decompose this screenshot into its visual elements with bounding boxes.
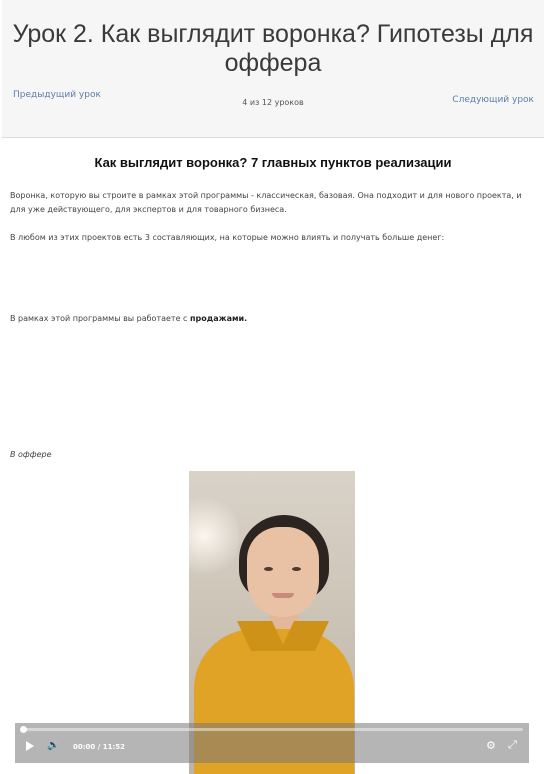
volume-icon[interactable]: 🔊 bbox=[47, 740, 60, 751]
video-person-eye-right bbox=[292, 567, 301, 571]
paragraph-components: В любом из этих проектов есть 3 составляющих, на которые можно влиять и получать больше денег: bbox=[10, 233, 445, 242]
video-person-eye-left bbox=[264, 567, 273, 571]
gear-icon[interactable]: ⚙ bbox=[486, 739, 496, 752]
video-progress-knob[interactable] bbox=[20, 726, 27, 733]
video-person-face bbox=[247, 527, 319, 617]
next-lesson-link[interactable]: Следующий урок bbox=[452, 95, 534, 105]
video-light-glow bbox=[189, 491, 239, 581]
paragraph-sales-text: В рамках этой программы вы работаете с bbox=[10, 314, 190, 323]
paragraph-sales-bold: продажами. bbox=[190, 314, 248, 323]
lesson-title: Урок 2. Как выглядит воронка? Гипотезы для оффера bbox=[12, 20, 534, 77]
lesson-header bbox=[2, 0, 544, 138]
video-person-mouth bbox=[272, 593, 294, 598]
previous-lesson-link[interactable]: Предыдущий урок bbox=[13, 90, 101, 100]
paragraph-offer: В оффере bbox=[10, 450, 52, 459]
video-progress-bar[interactable] bbox=[21, 728, 523, 731]
paragraph-sales bbox=[10, 312, 530, 326]
play-icon[interactable] bbox=[26, 741, 34, 751]
paragraph-funnel-intro: Воронка, которую вы строите в рамках этой программы - классическая, базовая. Она подходит и для нового проекта, и для уже действующего, для экспертов и для товарного бизнеса. bbox=[10, 191, 522, 214]
section-heading: Как выглядит воронка? 7 главных пунктов реализации bbox=[94, 155, 452, 170]
video-controls bbox=[15, 723, 529, 763]
video-time: 00:00 / 11:52 bbox=[73, 743, 125, 751]
lesson-counter: 4 из 12 уроков bbox=[242, 98, 304, 107]
fullscreen-icon[interactable]: ⤢ bbox=[508, 738, 517, 751]
